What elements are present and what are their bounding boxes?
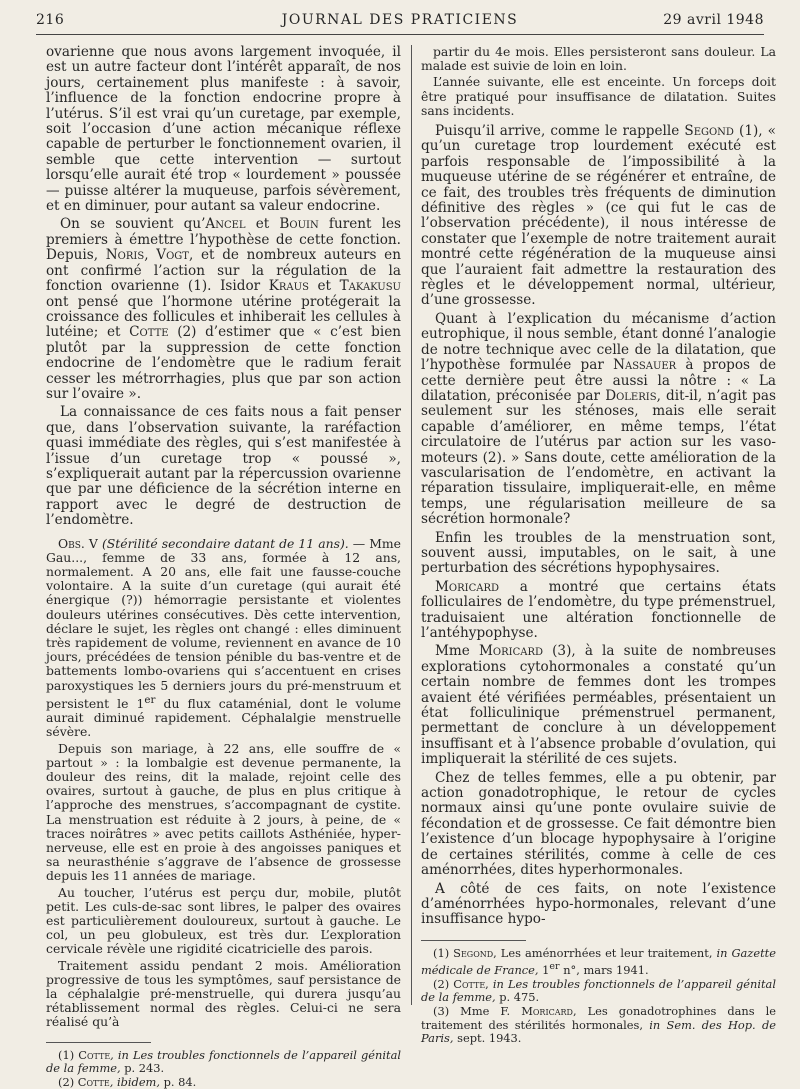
author-name: Cotte (78, 1047, 111, 1062)
text-run: p. 243. (120, 1060, 165, 1075)
text-run: sept. 1943. (453, 1030, 522, 1045)
text-run: du flux cataménial, dont le volume aurait diminué rapidement. Céphalalgie menstruelle sévère. (46, 695, 401, 740)
author-name: Bouin (279, 216, 319, 233)
author-name: Cotte (77, 1075, 110, 1089)
text-run: p. 84. (159, 1075, 197, 1089)
text-run: furent les premiers à émettre l’hypothèse de cette fonction. Depuis, (46, 216, 401, 264)
footnote-number: (2) (433, 976, 454, 991)
text-run: n°, mars 1941. (559, 962, 649, 977)
footnote-source: , ibidem, (109, 1075, 160, 1089)
paragraph: A côté de ces faits, on note l’existence d’aménorrhées hypo-hormonales, relevant d’une insuffisance hypo- (421, 880, 776, 928)
observation-label: Obs. V (58, 535, 98, 551)
footnote-source: , in Les troubles fonctionnels de l’appareil génital de la femme, (46, 1047, 401, 1075)
text-run: (3), à la suite de nombreuses explorations cytohormonales a constaté qu’un certain nombre de femmes dont les trompes avaient été vérifiées perméables, présentaient un état folliculinique prémenstruel permanent, permettant de conclure à un développement insuffisant et à l’absence probable d’ovulation, qui impliquerait la stérilité de ces sujets. (421, 643, 777, 768)
text-run: (1), « qu’un curetage trop lourdement exécuté est parfois responsable de l’impossibilité à la muqueuse utérine de se régénérer et entraîne, de ce fait, des troubles très fréquents de diminution définitive des règles » (ce qui fut le cas de l’observation précédente), il nous intéresse de constater que l’exemple de notre traitement aurait montré cette régénération de la muqueuse ainsi que l’auraient fait admettre la restauration des règles et le développement normal, ultérieur, d’une grossesse. (421, 123, 776, 309)
author-name: Ancel (205, 216, 246, 233)
footnote (421, 1005, 776, 1045)
text-run: Mme (435, 643, 479, 660)
text-run: , Les gonadotrophines dans le traitement des stérilités hormonales, (421, 1004, 777, 1032)
paragraph (421, 124, 776, 309)
text-run: a montré que certains états folliculaires de l’endomètre, du type prémenstruel, traduisaient une altération fonctionnelle de l’antéhypophyse. (421, 578, 776, 642)
superscript: er (549, 960, 560, 972)
footnote-rule (421, 940, 526, 941)
text-run: et (245, 216, 280, 233)
paragraph-small: Depuis son mariage, à 22 ans, elle souffre de « partout » : la lombalgie est devenue permanente, la douleur des reins, dit la malade, rejoint celle des ovaires, surtout à gauche, de plus en plus critique à l’approche des menstrues, s’accompagnant de cystite. La menstruation est réduite à 2 jours, à peine, de « traces noirâtres » avec petits caillots Asthéniée, hyper-nerveuse, elle est en proie à des angoisses paniques et sa neurasthénie s’aggrave de l’absence de grossesse depuis les 11 années de mariage. (46, 740, 401, 884)
footnote-rule (46, 1042, 151, 1043)
author-name: Cotte (129, 324, 169, 341)
text-run: à propos de cette dernière peut être aussi la nôtre : « La dilatation, préconisée par (421, 357, 776, 404)
journal-title: JOURNAL DES PRATICIENS (281, 12, 519, 28)
author-name: Kraus (268, 278, 309, 295)
superscript: er (144, 693, 156, 706)
text-run: , (144, 247, 157, 264)
text-run: (2) d’estimer que « c’est bien plutôt par la suppression de cette fonction endocrine de l’endomètre que le radium ferait cesser les métrorrhagies, plus que par son action sur l’ovaire ». (46, 324, 401, 402)
paragraph: ovarienne que nous avons largement invoquée, il est un autre facteur dont l’intérêt apparaît, de nos jours, certainement plus manifeste : à savoir, l’influence de la fonction endocrine propre à l’utérus. S’il est vrai qu’un curetage, par exemple, soit l’occasion d’une action mécanique réflexe capable de perturber le fonctionnement ovarien, il semble que cette intervention — surtout lorsqu’elle aurait été trop « lourdement » poussée — puisse altérer la muqueuse, parfois sévèrement, et en diminuer, pour autant sa valeur endocrine. (46, 44, 401, 215)
paragraph-small: Au toucher, l’utérus est perçu dur, mobile, plutôt petit. Les culs-de-sac sont libres, le palper des ovaires est particulièrement douloureux, surtout à gauche. Le col, un peu globuleux, est très dur. L’exploration cervicale révèle une rigidité cicatricielle des parois. (46, 884, 401, 957)
author-name: Nassauer (613, 357, 677, 374)
footnote-source: in Sem. des Hop. de Paris, (421, 1017, 776, 1045)
author-name: Moricard (435, 578, 500, 595)
footnote (421, 978, 776, 1004)
author-name: Moricard (521, 1004, 573, 1019)
text-run: — Mme Gau..., femme de 33 ans, formée à 12 ans, normalement. A 20 ans, elle fait une fausse-couche volontaire. A la suite d’un curetage (qui aurait été énergique (?)) hémorragie persistante et violentes douleurs utérines consécutives. Dès cette intervention, déclare le sujet, les règles ont changé : elles diminuent très rapidement de volume, reviennent en avance de 10 jours, précédées de tension pénible du bas-ventre et de battements lombo-ovariens qui s’accentuent en crises paroxystiques les 5 derniers jours du pré-menstruum et persistent le (46, 535, 401, 711)
left-column (46, 44, 401, 1089)
text-run: 1 (136, 695, 145, 711)
author-name: Vogt (156, 247, 189, 264)
footnote (46, 1049, 401, 1075)
author-name: Noris (105, 247, 145, 264)
right-column (421, 44, 777, 1045)
paragraph (421, 580, 776, 642)
observation-title: (Stérilité secondaire datant de 11 ans). (101, 535, 349, 551)
paragraph (46, 217, 401, 402)
paragraph: La connaissance de ces faits nous a fait penser que, dans l’observation suivante, la raréfaction quasi immédiate des règles, qui s’est manifestée à l’issue d’un curetage trop « poussé », s’expliquerait autant par la répercussion ovarienne que par une déficience de la sécrétion interne en rapport avec le degré de destruction de l’endomètre. (46, 404, 401, 529)
text-run: p. 475. (495, 990, 540, 1005)
text-run: On se souvient qu’ (60, 216, 206, 233)
author-name: Takakusu (339, 278, 401, 295)
text-run: Quant à l’explication du mécanisme d’action eutrophique, il nous semble, étant donné l’analogie de notre technique avec celle de la dilatation, que l’hypothèse formulée par (421, 310, 776, 374)
observation-paragraph (46, 537, 401, 740)
footnote-number: (3) Mme F. (433, 1004, 522, 1019)
author-name: Doleris (605, 387, 657, 404)
author-name: Moricard (478, 643, 544, 660)
running-header (36, 12, 764, 32)
text-run: , (485, 976, 493, 991)
text-run: , Les aménorrhées et leur traitement, (493, 945, 717, 960)
page-number: 216 (36, 12, 65, 28)
footnote-number: (1) (433, 945, 454, 960)
author-name: Segond (684, 123, 734, 140)
text-run: ont pensé que l’hormone utérine protégerait la croissance des follicules et inhiberait les cellules à lutéine; et (46, 293, 401, 341)
author-name: Segond (453, 945, 494, 960)
text-run: , et de nombreux auteurs en ont confirmé l’action sur la régulation de la fonction ovarienne (1). Isidor (46, 247, 401, 295)
footnote-number: (2) (58, 1075, 78, 1089)
paragraph (421, 312, 776, 528)
text-run: , dit-il, n’agit pas seulement sur les sténoses, mais elle serait capable d’améliorer, en même temps, l’état circulatoire de l’utérus par action sur les vaso-moteurs (2). » Sans doute, cette amélioration de la vascularisation de l’endomètre, en activant la réparation tissulaire, impliquerait-elle, en même temps, une régularisation meilleure de sa sécrétion hormonale? (421, 387, 776, 528)
footnote-source: in Gazette médicale de France, (421, 945, 776, 977)
paragraph: Enfin les troubles de la menstruation sont, souvent aussi, imputables, on le sait, à une perturbation des sécrétions hypophysaires. (421, 529, 776, 577)
paragraph-small: L’année suivante, elle est enceinte. Un forceps doit être pratiqué pour insuffisance de dilatation. Suites sans incidents. (421, 74, 776, 118)
footnote-number: (1) (58, 1047, 79, 1062)
column-divider (411, 45, 412, 1005)
text-run: et (308, 278, 340, 295)
text-run: Puisqu’il arrive, comme le rappelle (435, 123, 685, 140)
header-rule (36, 34, 764, 35)
paragraph-small: Traitement assidu pendant 2 mois. Amélioration progressive de tous les symptômes, sauf persistance de la céphalalgie pré-menstruelle, qui durera jusqu’au rétablissement normal des règles. Celui-ci ne sera réalisé qu’à (46, 957, 401, 1030)
footnote (421, 947, 776, 977)
paragraph-small: partir du 4e mois. Elles persisteront sans douleur. La malade est suivie de loin en loin. (421, 44, 776, 74)
author-name: Cotte (453, 976, 486, 991)
paragraph: Chez de telles femmes, elle a pu obtenir, par action gonadotrophique, le retour de cycles normaux ainsi qu’une ponte ovulaire suivie de fécondation et de grossesse. Ce fait démontre bien l’existence d’un blocage hypophysaire à l’origine de certaines stérilités, comme à celle de ces aménorrhées, dites hyperhormonales. (421, 769, 776, 879)
paragraph (421, 644, 776, 767)
footnote (46, 1076, 401, 1089)
footnote-source: in Les troubles fonctionnels de l’appareil génital de la femme, (421, 976, 776, 1005)
text-run: 1 (538, 962, 550, 977)
issue-date: 29 avril 1948 (663, 12, 764, 28)
